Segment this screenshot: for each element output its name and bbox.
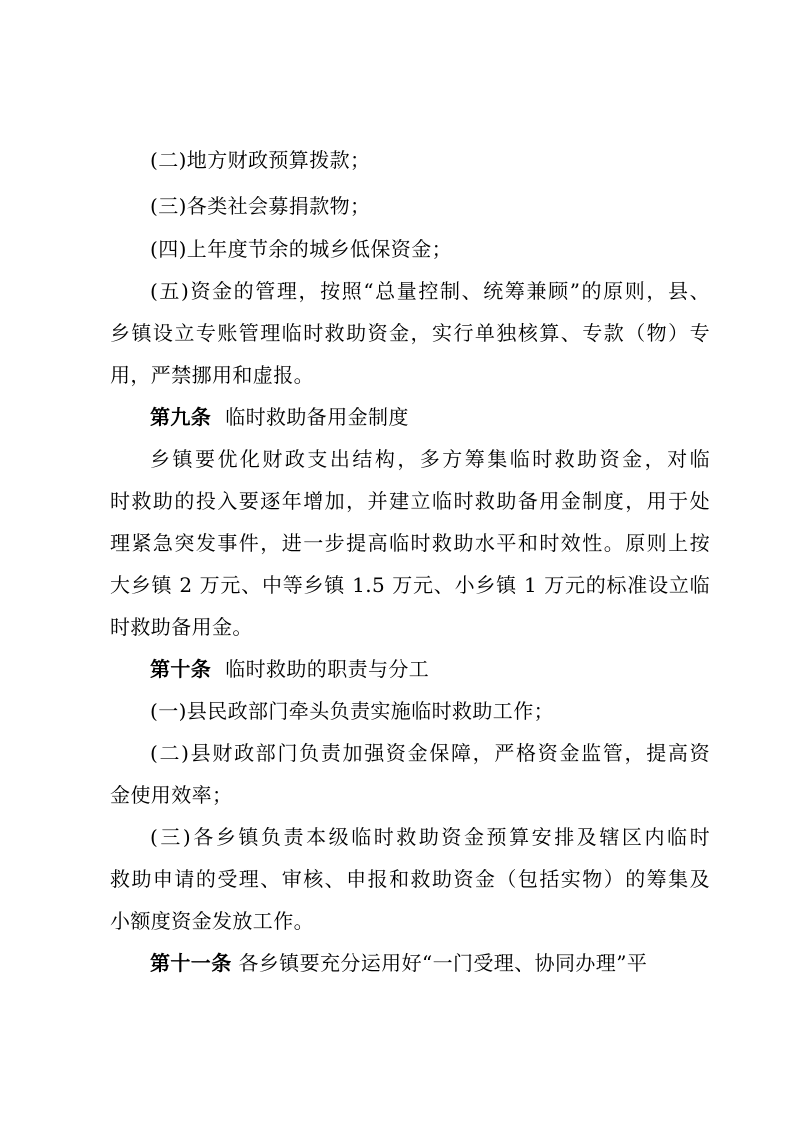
text-line: (一)县民政部门牵头负责实施临时救助工作；	[150, 699, 555, 723]
text-line: (三)各类社会募捐款物；	[150, 194, 371, 218]
article-9-label: 第九条	[150, 405, 212, 429]
article-10-label: 第十条	[150, 657, 212, 681]
text-line: (三)各乡镇负责本级临时救助资金预算安排及辖区内临时	[150, 825, 710, 849]
text-line: 乡镇要优化财政支出结构，多方筹集临时救助资金，对临	[150, 447, 710, 471]
text-line: 救助申请的受理、审核、申报和救助资金（包括实物）的筹集及	[110, 867, 710, 891]
article-11-line	[150, 951, 710, 975]
text-line: 时救助备用金。	[110, 615, 253, 639]
text-line: 大乡镇 2 万元、中等乡镇 1.5 万元、小乡镇 1 万元的标准设立临	[110, 573, 710, 597]
text-line: (四)上年度节余的城乡低保资金；	[150, 237, 453, 261]
article-10-heading	[150, 657, 750, 681]
article-9-title: 临时救助备用金制度	[225, 405, 409, 429]
text-line: 金使用效率；	[110, 783, 233, 807]
text-line: (二)地方财政预算拨款；	[150, 148, 371, 172]
text-line: 乡镇设立专账管理临时救助资金，实行单独核算、专款（物）专	[110, 321, 710, 345]
article-11-label: 第十一条	[150, 951, 232, 975]
article-10-title: 临时救助的职责与分工	[225, 657, 430, 681]
text-line: 时救助的投入要逐年增加，并建立临时救助备用金制度，用于处	[110, 489, 710, 513]
article-9-heading	[150, 405, 750, 429]
text-line: 小额度资金发放工作。	[110, 909, 314, 933]
article-11-text: 各乡镇要充分运用好“一门受理、协同办理”平	[238, 951, 648, 975]
text-line: (五)资金的管理，按照“总量控制、统筹兼顾”的原则，县、	[150, 279, 710, 303]
text-line: (二)县财政部门负责加强资金保障，严格资金监管，提高资	[150, 741, 710, 765]
text-line: 理紧急突发事件，进一步提高临时救助水平和时效性。原则上按	[110, 531, 710, 555]
text-line: 用，严禁挪用和虚报。	[110, 363, 314, 387]
